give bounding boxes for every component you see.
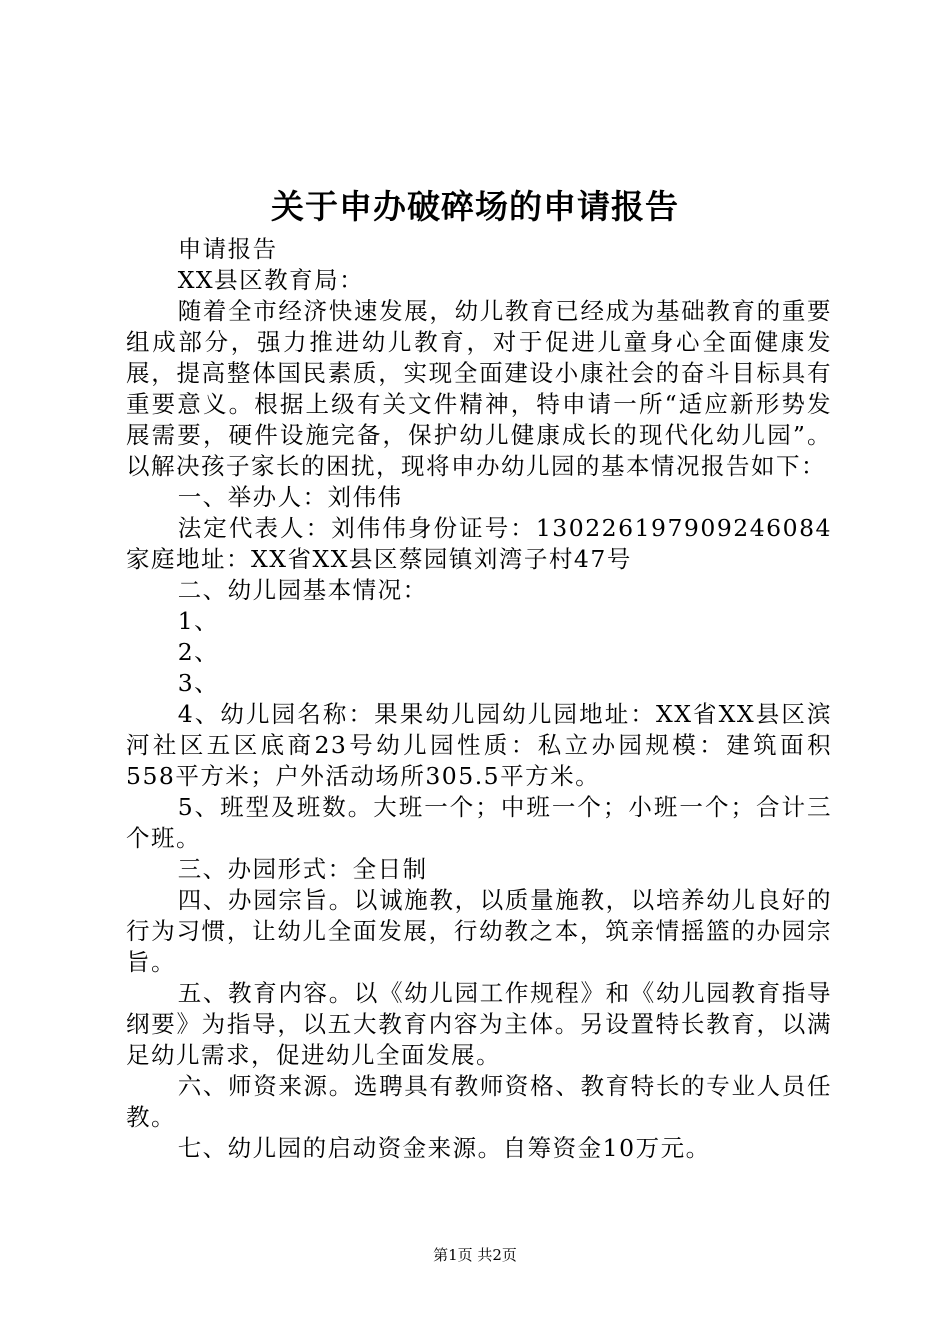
paragraph-intro: 随着全市经济快速发展，幼儿教育已经成为基础教育的重要组成部分，强力推进幼儿教育，对于促进儿童身心全面健康发展，提高整体国民素质，实现全面建设小康社会的奋斗目标具有重要意义。根据上级有关文件精神，特申请一所“适应新形势发展需要，硬件设施完备，保护幼儿健康成长的现代化幼儿园”。以解决孩子家长的困扰，现将申办幼儿园的基本情况报告如下：: [126, 297, 832, 480]
paragraph-organizer: 一、举办人：刘伟伟: [177, 483, 403, 511]
page-number-footer: 第1页 共2页: [433, 1246, 517, 1264]
paragraph-addressee: XX县区教育局：: [177, 266, 365, 294]
paragraph-item-5: 5、班型及班数。大班一个；中班一个；小班一个；合计三个班。: [126, 793, 832, 852]
paragraph-item-2: 2、: [177, 638, 220, 666]
paragraph-teachers: 六、师资来源。选聘具有教师资格、教育特长的专业人员任教。: [126, 1072, 832, 1131]
document-title: 关于申办破碎场的申请报告: [271, 187, 679, 226]
paragraph-heading: 申请报告: [177, 235, 278, 263]
document-body: [126, 234, 832, 1164]
paragraph-format: 三、办园形式：全日制: [177, 855, 428, 883]
paragraph-basic-info: 二、幼儿园基本情况：: [177, 576, 428, 604]
paragraph-item-1: 1、: [177, 607, 220, 635]
paragraph-item-4: 4、幼儿园名称：果果幼儿园幼儿园地址：XX省XX县区滨河社区五区底商23号幼儿园性质：私立办园规模：建筑面积558平方米；户外活动场所305.5平方米。: [126, 700, 832, 790]
paragraph-legal-rep: 法定代表人：刘伟伟身份证号：130226197909246084家庭地址：XX省XX县区蔡园镇刘湾子村47号: [126, 514, 832, 573]
paragraph-content: 五、教育内容。以《幼儿园工作规程》和《幼儿园教育指导纲要》为指导，以五大教育内容为主体。另设置特长教育，以满足幼儿需求，促进幼儿全面发展。: [126, 979, 832, 1069]
paragraph-item-3: 3、: [177, 669, 220, 697]
paragraph-purpose: 四、办园宗旨。以诚施教，以质量施教，以培养幼儿良好的行为习惯，让幼儿全面发展，行幼教之本，筑亲情摇篮的办园宗旨。: [126, 886, 832, 976]
paragraph-funding: 七、幼儿园的启动资金来源。自筹资金10万元。: [177, 1134, 711, 1162]
